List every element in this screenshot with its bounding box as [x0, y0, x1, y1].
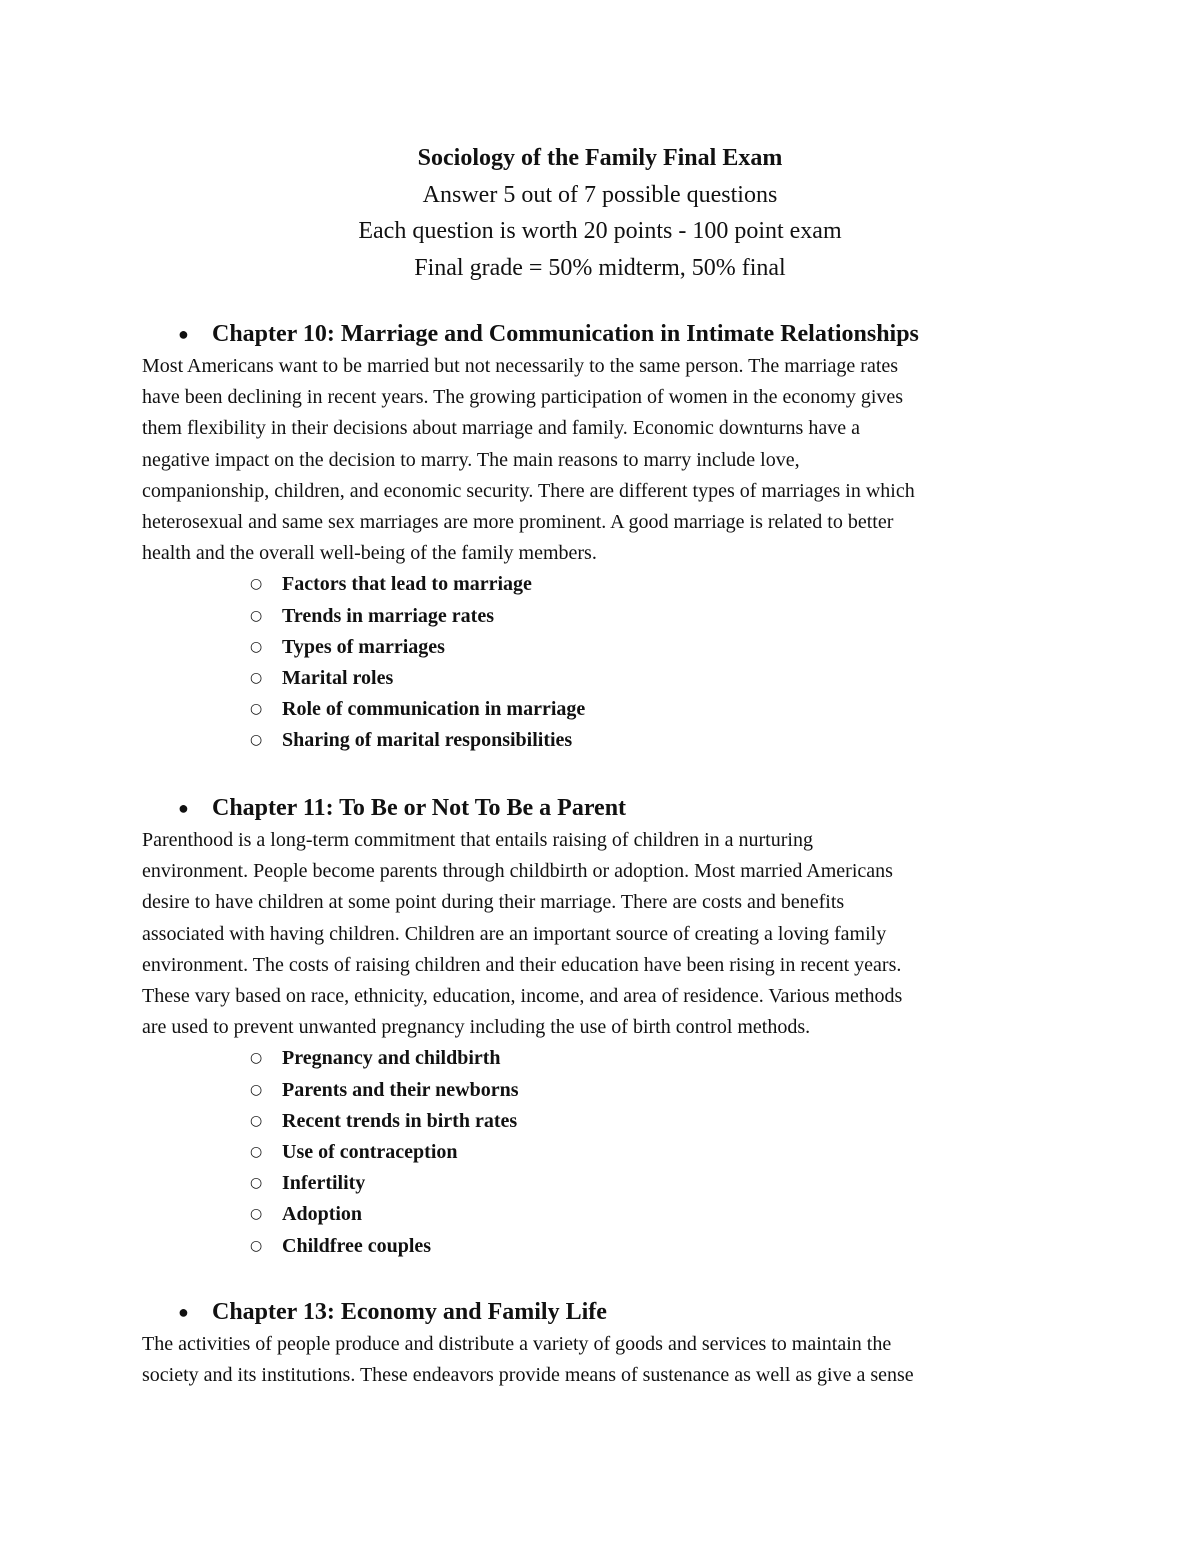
paragraph-line: negative impact on the decision to marry. The main reasons to marry include love,: [142, 448, 800, 471]
topic-label: Pregnancy and childbirth: [282, 1047, 501, 1070]
chapter-heading: [142, 1295, 1062, 1329]
chapter-section-11: [142, 791, 1062, 1262]
topic-item: [142, 663, 1062, 694]
topic-label: Infertility: [282, 1172, 366, 1195]
chapter-summary: [142, 351, 1062, 569]
topic-label: Use of contraception: [282, 1141, 458, 1164]
chapter-section-10: [142, 317, 1062, 757]
chapter-title: Chapter 10: Marriage and Communication in Intimate Relationships: [212, 321, 919, 347]
paragraph-line: companionship, children, and economic security. There are different types of marriages in which: [142, 479, 915, 502]
topic-label: Marital roles: [282, 667, 394, 690]
bullet-icon: ●: [178, 324, 189, 344]
circle-bullet-icon: ○: [250, 732, 263, 749]
topic-item: [142, 1199, 1062, 1230]
topic-item: [142, 1106, 1062, 1137]
topic-item: [142, 1043, 1062, 1074]
topic-label: Types of marriages: [282, 635, 445, 658]
topic-label: Recent trends in birth rates: [282, 1109, 518, 1132]
paragraph-line: have been declining in recent years. The growing participation of women in the economy gives: [142, 386, 904, 409]
paragraph-line: environment. People become parents through childbirth or adoption. Most married Americans: [142, 860, 893, 883]
topic-item: [142, 569, 1062, 600]
circle-bullet-icon: ○: [250, 1081, 263, 1098]
circle-bullet-icon: ○: [250, 1206, 263, 1223]
paragraph-line: heterosexual and same sex marriages are more prominent. A good marriage is related to better: [142, 511, 894, 534]
topic-label: Childfree couples: [282, 1234, 432, 1257]
circle-bullet-icon: ○: [250, 1050, 263, 1067]
chapter-section-13: [142, 1295, 1062, 1391]
topic-label: Factors that lead to marriage: [282, 573, 532, 596]
topic-label: Role of communication in marriage: [282, 698, 586, 721]
paragraph-line: environment. The costs of raising children and their education have been rising in recent years.: [142, 953, 902, 976]
paragraph-line: society and its institutions. These endeavors provide means of sustenance as well as give a sense: [142, 1364, 914, 1387]
chapter-heading: [142, 791, 1062, 825]
chapter-title: Chapter 11: To Be or Not To Be a Parent: [212, 795, 627, 821]
paragraph-line: desire to have children at some point during their marriage. There are costs and benefits: [142, 891, 845, 914]
topic-list: [142, 569, 1062, 756]
topic-label: Sharing of marital responsibilities: [282, 729, 573, 752]
paragraph-line: health and the overall well-being of the family members.: [142, 542, 597, 565]
topic-item: [142, 1137, 1062, 1168]
paragraph-line: associated with having children. Children are an important source of creating a loving family: [142, 922, 887, 945]
topic-label: Parents and their newborns: [282, 1078, 519, 1101]
bullet-icon: ●: [178, 1302, 189, 1322]
exam-title: Sociology of the Family Final Exam: [417, 145, 783, 171]
topic-item: [142, 632, 1062, 663]
circle-bullet-icon: ○: [250, 638, 263, 655]
chapter-summary: [142, 825, 1062, 1043]
exam-instructions: Answer 5 out of 7 possible questions: [422, 181, 778, 208]
topic-item: [142, 1231, 1062, 1262]
bullet-icon: ●: [178, 798, 189, 818]
chapter-heading: [142, 317, 1062, 351]
topic-label: Adoption: [282, 1203, 363, 1226]
topic-list: [142, 1043, 1062, 1261]
circle-bullet-icon: ○: [250, 1237, 263, 1254]
paragraph-line: are used to prevent unwanted pregnancy including the use of birth control methods.: [142, 1016, 811, 1039]
paragraph-line: Parenthood is a long-term commitment that entails raising of children in a nurturing: [142, 829, 813, 851]
topic-item: [142, 601, 1062, 632]
topic-item: [142, 1168, 1062, 1199]
topic-item: [142, 694, 1062, 725]
topic-item: [142, 725, 1062, 756]
circle-bullet-icon: ○: [250, 701, 263, 718]
paragraph-line: The activities of people produce and distribute a variety of goods and services to maintain the: [142, 1333, 892, 1355]
paragraph-line: These vary based on race, ethnicity, education, income, and area of residence. Various methods: [142, 985, 903, 1008]
paragraph-line: Most Americans want to be married but not necessarily to the same person. The marriage rates: [142, 355, 899, 377]
exam-header: [0, 140, 1200, 286]
chapter-title: Chapter 13: Economy and Family Life: [212, 1299, 607, 1325]
circle-bullet-icon: ○: [250, 607, 263, 624]
exam-grade-breakdown: Final grade = 50% midterm, 50% final: [414, 254, 786, 281]
circle-bullet-icon: ○: [250, 576, 263, 593]
topic-item: [142, 1075, 1062, 1106]
circle-bullet-icon: ○: [250, 1144, 263, 1161]
circle-bullet-icon: ○: [250, 1175, 263, 1192]
exam-point-value: Each question is worth 20 points - 100 point exam: [358, 218, 842, 244]
circle-bullet-icon: ○: [250, 1112, 263, 1129]
circle-bullet-icon: ○: [250, 670, 263, 687]
paragraph-line: them flexibility in their decisions about marriage and family. Economic downturns have a: [142, 417, 860, 440]
topic-label: Trends in marriage rates: [282, 604, 495, 627]
chapter-summary: [142, 1329, 1062, 1391]
